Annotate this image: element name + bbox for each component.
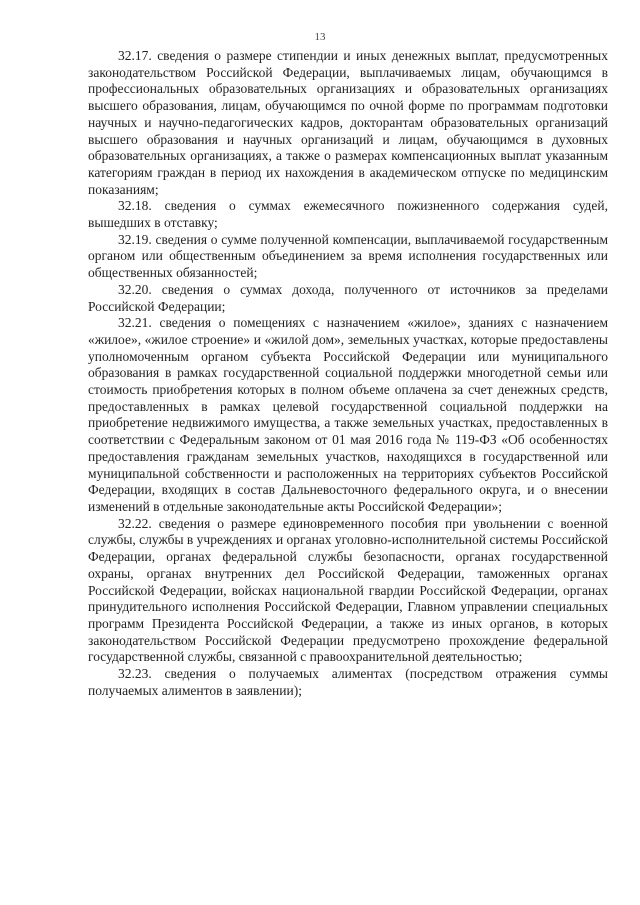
paragraph-32-20: 32.20. сведения о суммах дохода, полученного от источников за пределами Российской Федерации;: [88, 281, 608, 314]
page-number: 13: [314, 31, 326, 43]
paragraph-32-22: 32.22. сведения о размере единовременного пособия при увольнении с военной службы, службы в учреждениях и органах уголовно-исполнительной системы Российской Федерации, органах федеральной службы безопасности, органах государственной охраны, органах внутренних дел Российской Федерации, таможенных органах Российской Федерации, войсках национальной гвардии Российской Федерации, органах принудительного исполнения Российской Федерации, Главном управлении специальных программ Президента Российской Федерации, а также из иных органов, в которых законодательством Российской Федерации предусмотрено прохождение федеральной государственной службы, связанной с правоохранительной деятельностью;: [88, 515, 608, 665]
paragraph-32-21: 32.21. сведения о помещениях с назначением «жилое», зданиях с назначением «жилое», «жилое строение» и «жилой дом», земельных участках, которые предоставлены уполномоченным органом субъекта Российской Федерации или муниципального образования в рамках государственной социальной поддержки многодетной семьи или стоимость приобретения которых в полном объеме оплачена за счет денежных средств, предоставленных в рамках целевой государственной социальной поддержки на приобретение недвижимого имущества, а также земельных участках, предоставленных в соответствии с Федеральным законом от 01 мая 2016 года № 119-ФЗ «Об особенностях предоставления гражданам земельных участков, находящихся в государственной или муниципальной собственности и расположенных на территориях субъектов Российской Федерации, входящих в состав Дальневосточного федерального округа, и о внесении изменений в отдельные законодательные акты Российской Федерации»;: [88, 315, 608, 514]
document-body: [88, 48, 608, 699]
paragraph-32-18: 32.18. сведения о суммах ежемесячного пожизненного содержания судей, вышедших в отставку;: [88, 198, 608, 231]
paragraph-32-19: 32.19. сведения о сумме полученной компенсации, выплачиваемой государственным органом или общественным объединением за время исполнения государственных или общественных обязанностей;: [88, 231, 608, 281]
paragraph-32-17: 32.17. сведения о размере стипендии и иных денежных выплат, предусмотренных законодательством Российской Федерации, выплачиваемых лицам, обучающимся в профессиональных образовательных организациях и образовательных организациях высшего образования, лицам, обучающимся по очной форме по программам подготовки научных и научно-педагогических кадров, докторантам образовательных организаций высшего образования и научных организаций и лицам, обучающимся в духовных образовательных организациях, а также о размерах компенсационных выплат указанным категориям граждан в период их нахождения в академическом отпуске по медицинским показаниям;: [88, 48, 608, 197]
paragraph-32-23: 32.23. сведения о получаемых алиментах (посредством отражения суммы получаемых алиментов в заявлении);: [88, 666, 608, 698]
